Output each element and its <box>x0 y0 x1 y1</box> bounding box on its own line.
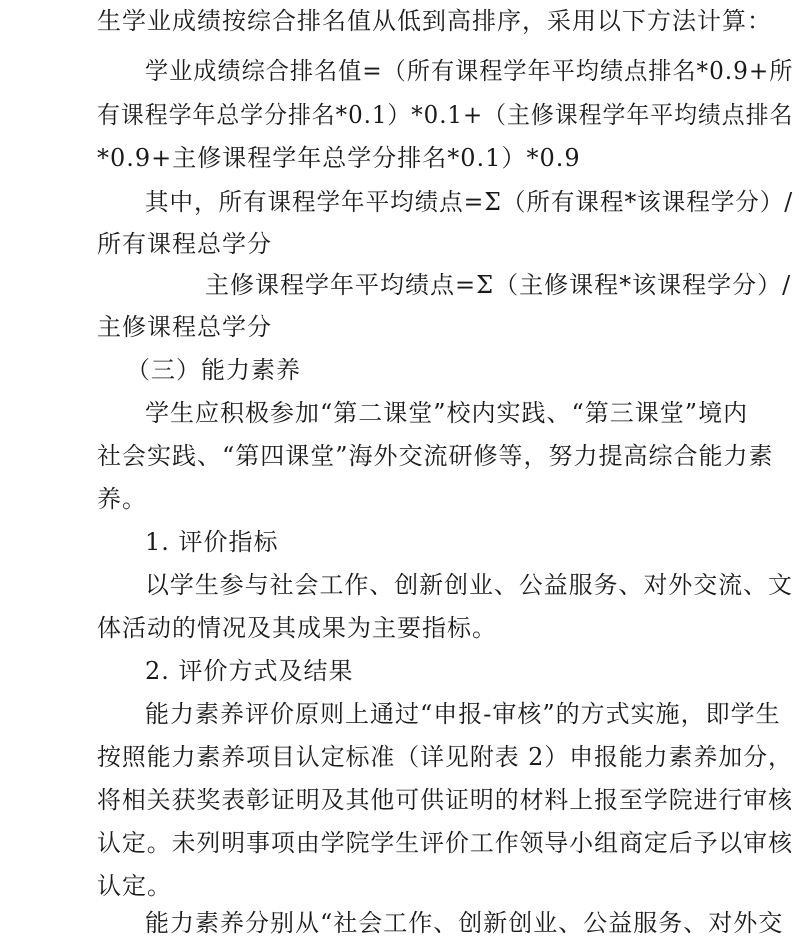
formula-line: 有课程学年总学分排名*0.1）*0.1+（主修课程学年平均绩点排名 <box>97 101 794 129</box>
paragraph-line: 认定。 <box>97 872 172 900</box>
formula-line: *0.9+主修课程学年总学分排名*0.1）*0.9 <box>97 144 581 172</box>
text-line: 生学业成绩按综合排名值从低到高排序，采用以下方法计算： <box>97 7 772 35</box>
formula-line: 所有课程总学分 <box>97 230 272 258</box>
paragraph-line: 认定。未列明事项由学院学生评价工作领导小组商定后予以审核 <box>97 829 794 857</box>
paragraph-line: 社会实践、“第四课堂”海外交流研修等，努力提高综合能力素 <box>97 442 774 470</box>
paragraph-line: 将相关获奖表彰证明及其他可供证明的材料上报至学院进行审核 <box>97 786 794 814</box>
paragraph-line: 以学生参与社会工作、创新创业、公益服务、对外交流、文 <box>145 571 793 599</box>
paragraph-line: 能力素养分别从“社会工作、创新创业、公益服务、对外交 <box>145 909 784 937</box>
formula-line: 主修课程学年平均绩点=Σ（主修课程*该课程学分）/ <box>205 271 792 299</box>
subsection-heading: 1. 评价指标 <box>145 528 279 556</box>
formula-line: 学业成绩综合排名值=（所有课程学年平均绩点排名*0.9+所 <box>145 57 794 85</box>
formula-line: 主修课程总学分 <box>97 313 272 341</box>
section-heading: （三）能力素养 <box>126 356 301 384</box>
paragraph-line: 学生应积极参加“第二课堂”校内实践、“第三课堂”境内 <box>145 399 749 427</box>
paragraph-line: 养。 <box>97 485 147 513</box>
formula-line: 其中，所有课程学年平均绩点=Σ（所有课程*该课程学分）/ <box>145 188 794 216</box>
subsection-heading: 2. 评价方式及结果 <box>145 657 354 685</box>
paragraph-line: 体活动的情况及其成果为主要指标。 <box>97 614 497 642</box>
paragraph-line: 能力素养评价原则上通过“申报-审核”的方式实施，即学生 <box>145 700 781 728</box>
paragraph-line: 按照能力素养项目认定标准（详见附表 2）申报能力素养加分， <box>97 743 793 771</box>
